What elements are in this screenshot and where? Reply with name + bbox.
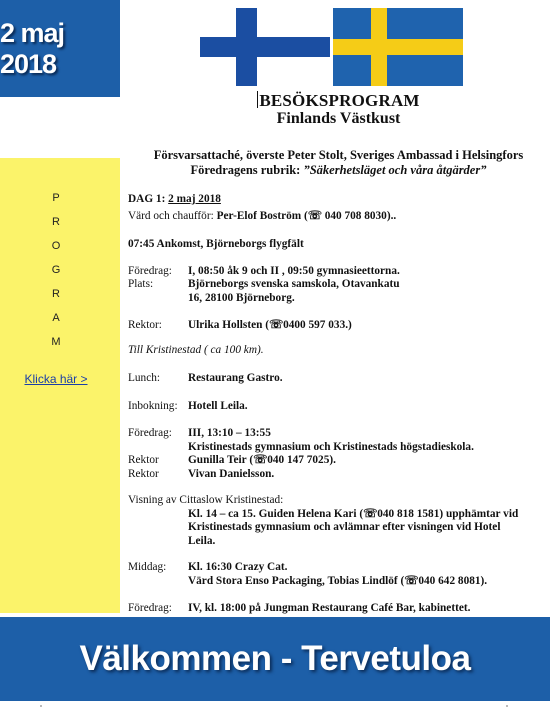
attache-line: Försvarsattaché, överste Peter Stolt, Sveriges Ambassad i Helsingfors bbox=[153, 148, 524, 162]
sidebar-letter: A bbox=[52, 312, 60, 324]
lodging-row bbox=[128, 400, 546, 414]
rector3-row bbox=[128, 468, 546, 482]
sidebar bbox=[0, 158, 120, 613]
sidebar-letter: P bbox=[52, 192, 60, 204]
rector1-row bbox=[128, 319, 546, 333]
tour-label: Visning av Cittaslow Kristinestad: bbox=[128, 494, 284, 506]
program-content bbox=[128, 193, 546, 616]
sidebar-letter: G bbox=[51, 264, 61, 276]
topic-line bbox=[127, 163, 550, 178]
rector3-label: Rektor bbox=[128, 467, 159, 480]
day-heading bbox=[128, 193, 546, 207]
lecture1-label: Föredrag: bbox=[128, 264, 172, 277]
tour-line1: Kl. 14 – ca 15. Guiden Helena Kari (☏040 818 1581) upphämtar vid bbox=[188, 507, 519, 520]
rector1-value: Ulrika Hollsten (☏0400 597 033.) bbox=[188, 319, 352, 331]
welcome-banner bbox=[0, 617, 550, 701]
lecture2-row bbox=[128, 427, 546, 441]
arrival-line: 07:45 Ankomst, Björneborgs flygfält bbox=[128, 238, 304, 250]
dinner-row bbox=[128, 561, 546, 575]
rector2-value: Gunilla Teir (☏040 147 7025). bbox=[188, 454, 336, 466]
day-date: 2 maj 2018 bbox=[168, 193, 221, 205]
edge-mark bbox=[40, 705, 42, 707]
page-title-text: BESÖKSPROGRAM bbox=[259, 91, 420, 110]
rector1-label: Rektor: bbox=[128, 319, 162, 331]
sidebar-letter: R bbox=[52, 288, 60, 300]
lecture1-row bbox=[128, 265, 546, 279]
topic-title: ”Säkerhetsläget och våra åtgärder” bbox=[300, 163, 487, 177]
sidebar-letter: R bbox=[52, 216, 60, 228]
tour-block bbox=[128, 494, 546, 548]
day-label: DAG 1: bbox=[128, 193, 169, 205]
lecture1-block bbox=[128, 265, 546, 306]
travel-note: Till Kristinestad ( ca 100 km). bbox=[128, 343, 264, 356]
lodging-label: Inbokning: bbox=[128, 399, 178, 412]
topic-prefix: Föredragens rubrik: bbox=[190, 163, 301, 177]
finland-flag bbox=[200, 8, 330, 86]
lunch-value: Restaurang Gastro. bbox=[188, 372, 283, 384]
place-line2: 16, 28100 Björneborg. bbox=[188, 291, 295, 304]
place-line1: Björneborgs svenska samskola, Otavankatu bbox=[188, 278, 400, 290]
title-block bbox=[127, 91, 550, 128]
sweden-flag bbox=[333, 8, 463, 86]
tour-line2: Kristinestads gymnasium och avlämnar efter visningen vid Hotel bbox=[188, 521, 501, 533]
lecture2-block bbox=[128, 427, 546, 481]
page-title bbox=[127, 91, 550, 111]
date-banner bbox=[0, 0, 120, 97]
sidebar-letter: M bbox=[51, 336, 61, 348]
lecture2-label: Föredrag: bbox=[128, 427, 172, 439]
click-here-link[interactable]: Klicka här > bbox=[24, 372, 88, 386]
lecture2-value: III, 13:10 – 13:55 bbox=[188, 427, 271, 439]
lunch-row bbox=[128, 372, 546, 386]
lecture3-label: Föredrag: bbox=[128, 602, 172, 614]
tour-line3: Leila. bbox=[188, 534, 216, 547]
dinner-line1: Kl. 16:30 Crazy Cat. bbox=[188, 561, 288, 573]
place-row bbox=[128, 278, 546, 292]
lecture3-value: IV, kl. 18:00 på Jungman Restaurang Café Bar, kabinettet. bbox=[188, 602, 471, 614]
welcome-text: Välkommen - Tervetuloa bbox=[79, 639, 471, 678]
sidebar-letter: O bbox=[51, 240, 61, 252]
lodging-value: Hotell Leila. bbox=[188, 399, 248, 412]
lecture2-place: Kristinestads gymnasium och Kristinestads högstadieskola. bbox=[188, 440, 474, 453]
dinner-line2: Värd Stora Enso Packaging, Tobias Lindlöf (☏040 642 8081). bbox=[188, 574, 488, 587]
host-label: Värd och chaufför: bbox=[128, 209, 217, 222]
rector2-label: Rektor bbox=[128, 454, 159, 466]
rector3-value: Vivan Danielsson. bbox=[188, 467, 275, 480]
host-line bbox=[128, 210, 546, 224]
page-edge-marks bbox=[0, 703, 550, 711]
dinner-label: Middag: bbox=[128, 561, 167, 573]
lecture3-row bbox=[128, 602, 546, 616]
host-value: Per-Elof Boström (☏ 040 708 8030).. bbox=[216, 209, 397, 222]
rector2-row bbox=[128, 454, 546, 468]
page-subtitle: Finlands Västkust bbox=[276, 110, 401, 127]
date-banner-text: 2 maj 2018 bbox=[0, 17, 65, 79]
vertical-program-label bbox=[0, 186, 112, 354]
place-label: Plats: bbox=[128, 278, 154, 290]
dinner-block bbox=[128, 561, 546, 588]
lecture1-value: I, 08:50 åk 9 och II , 09:50 gymnasieettorna. bbox=[188, 264, 400, 277]
edge-mark bbox=[506, 705, 508, 707]
lunch-label: Lunch: bbox=[128, 372, 160, 384]
intro-block bbox=[127, 148, 550, 178]
